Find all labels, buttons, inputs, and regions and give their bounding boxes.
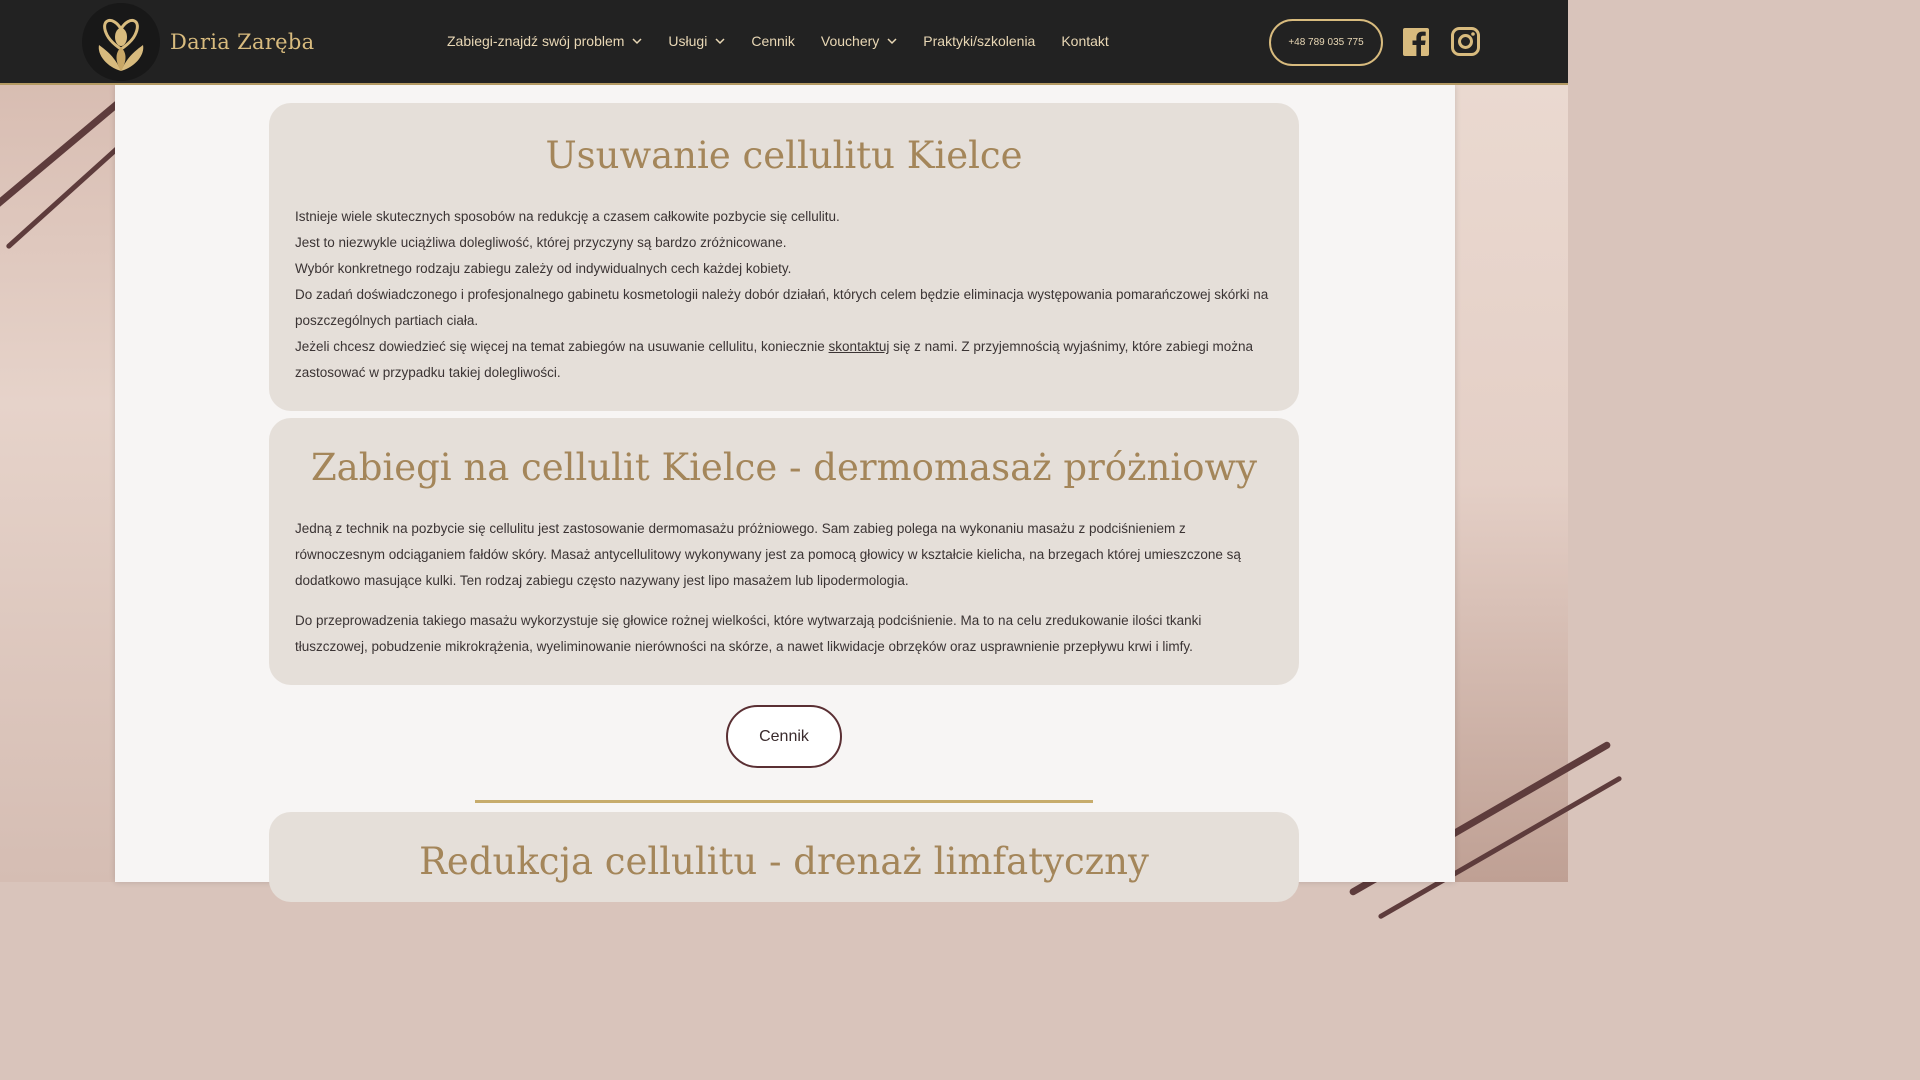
section-body — [269, 204, 1299, 386]
site-header — [0, 0, 1568, 85]
nav-label: Vouchery — [820, 33, 880, 49]
contact-paragraph — [295, 334, 1273, 386]
nav-item-kontakt[interactable] — [1061, 33, 1108, 49]
paragraph: Istnieje wiele skutecznych sposobów na redukcję a czasem całkowite pozbycie się cellulitu. — [295, 209, 840, 224]
nav-label: Cennik — [751, 33, 795, 49]
nav-item-uslugi[interactable] — [668, 33, 725, 49]
nav-item-praktyki[interactable] — [923, 33, 1035, 49]
contact-link[interactable]: skontaktuj — [828, 339, 890, 354]
nav-item-zabiegi[interactable] — [447, 33, 642, 49]
section-dermomasaz — [269, 418, 1299, 685]
logo[interactable] — [82, 3, 160, 81]
main-nav — [447, 33, 1135, 49]
chevron-down-icon — [715, 36, 725, 46]
lotus-heart-logo-icon — [93, 9, 149, 75]
contact-text-before: Jeżeli chcesz dowiedzieć się więcej na temat zabiegów na usuwanie cellulitu, koniecznie — [295, 339, 829, 354]
nav-label: Praktyki/szkolenia — [923, 33, 1036, 49]
contact-text-after: się z nami. Z przyjemnością wyjaśnimy, które zabiegi można zastosować w przypadku takiej dolegliwości. — [295, 339, 1253, 380]
phone-button[interactable]: +48 789 035 775 — [1269, 19, 1383, 66]
paragraph: Wybór konkretnego rodzaju zabiegu zależy od indywidualnych cech każdej kobiety. — [295, 261, 792, 276]
paragraph: Do przeprowadzenia takiego masażu wykorzystuje się głowice rożnej wielkości, które wytwarzają podciśnienie. Ma to na celu zredukowanie ilości tkanki tłuszczowej, pobudzenie mikrokrążenia, wyeliminowanie nierówności na skórze, a nawet likwidacje obrzęków oraz usprawnienie przepływu krwi i limfy. — [295, 613, 1202, 654]
paragraph: Do zadań doświadczonego i profesjonalnego gabinetu kosmetologii należy dobór działań, których celem będzie eliminacja występowania pomarańczowej skórki na poszczególnych partiach ciała. — [295, 287, 1269, 328]
section-title: Redukcja cellulitu - drenaż limfatyczny — [419, 840, 1149, 883]
cennik-button[interactable]: Cennik — [726, 705, 842, 768]
section-title: Zabiegi na cellulit Kielce - dermomasaż próżniowy — [310, 446, 1258, 489]
nav-label: Usługi — [668, 33, 708, 49]
section-drenaz — [269, 812, 1299, 902]
facebook-icon[interactable] — [1403, 28, 1429, 56]
gold-divider — [475, 800, 1093, 803]
chevron-down-icon — [632, 36, 642, 46]
nav-item-vouchery[interactable] — [821, 33, 897, 49]
background-right-texture — [1455, 85, 1568, 882]
paragraph: Jedną z technik na pozbycie się cellulitu jest zastosowanie dermomasażu próżniowego. Sam zabieg polega na wykonaniu masażu z podciśnieniem z równoczesnym odciąganiem fałdów skóry. Masaż antycellulitowy wykonywany jest za pomocą głowicy w kształcie kielicha, na brzegach której umieszczone są dodatkowo masujące kulki. Ten rodzaj zabiegu często nazywany jest lipo masażem lub lipodermologia. — [295, 521, 1241, 588]
section-usuwanie-cellulitu — [269, 103, 1299, 411]
nav-label: Kontakt — [1061, 33, 1109, 49]
section-body — [269, 516, 1299, 660]
brand-name[interactable]: Daria Zaręba — [170, 30, 315, 54]
nav-label: Zabiegi-znajdź swój problem — [447, 33, 625, 49]
instagram-icon[interactable] — [1451, 27, 1480, 56]
section-title: Usuwanie cellulitu Kielce — [545, 134, 1023, 177]
paragraph: Jest to niezwykle uciążliwa dolegliwość, której przyczyny są bardzo zróżnicowane. — [295, 235, 787, 250]
chevron-down-icon — [887, 36, 897, 46]
nav-item-cennik[interactable] — [751, 33, 795, 49]
